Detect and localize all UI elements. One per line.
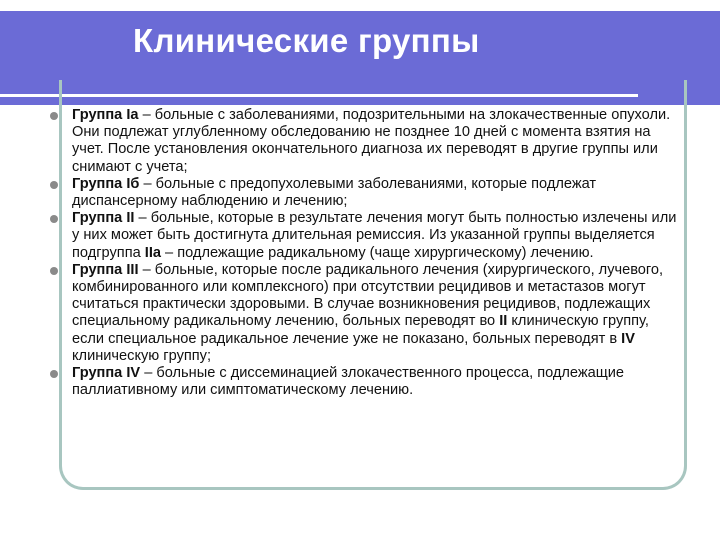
bullet-icon [50, 267, 58, 275]
bullet-icon [50, 215, 58, 223]
group-label: Группа Ia [72, 107, 139, 123]
group-label: Группа IV [72, 365, 141, 382]
group-description: – больные с предопухолевыми заболеваниями, которые подлежат диспансерному наблюдению и лечению; [72, 175, 597, 210]
group-label: Группа III [72, 261, 139, 278]
group-label: Группа II [72, 210, 135, 227]
group-description-continued: клиническую группу, если специальное радикальное лечение уже не показано, больных переводят в [72, 313, 649, 347]
group-description: – больные, которые в результате лечения могут быть полностью излечены или у них может быть достигнута длительная ремиссия. Из указанной группы выделяется подгруппа [72, 210, 677, 261]
group-ref-label: II [499, 313, 508, 330]
group-label: Группа Iб [72, 175, 140, 192]
subgroup-label: IIа [144, 244, 161, 261]
group-description: – больные с заболеваниями, подозрительными на злокачественные опухоли. Они подлежат углубленному обследованию не позднее 10 дней с момента взятия на учет. После установления окончательного диагноза их переводят в другие группы или снимают с учета; [72, 107, 671, 175]
group-description: – больные с диссеминацией злокачественного процесса, подлежащие паллиативному или симптоматическому лечению. [72, 365, 625, 399]
group-description-continued: – подлежащие радикальному (чаще хирургическому) лечению. [161, 244, 594, 261]
list-item-group-4 [50, 365, 680, 399]
bullet-icon [50, 370, 58, 378]
bullet-icon [50, 181, 58, 189]
group-ref-label: IV [621, 330, 635, 347]
bullet-icon [50, 112, 58, 120]
list-item-group-1a [50, 107, 680, 176]
list-item-group-3 [50, 262, 680, 365]
slide-title: Клинические группы [133, 22, 480, 59]
list-item-group-1b [50, 176, 680, 210]
group-description: – больные, которые после радикального лечения (хирургического, лучевого, комбинированного или комплексного) при отсутствии рецидивов и метастазов могут считаться практически здоровыми. В случае возникновения рецидивов, подлежащих специальному радикальному лечению, больных переводят во [72, 261, 664, 330]
group-description-end: клиническую группу; [72, 347, 212, 364]
list-item-group-2 [50, 210, 680, 262]
bullet-list [50, 107, 680, 399]
